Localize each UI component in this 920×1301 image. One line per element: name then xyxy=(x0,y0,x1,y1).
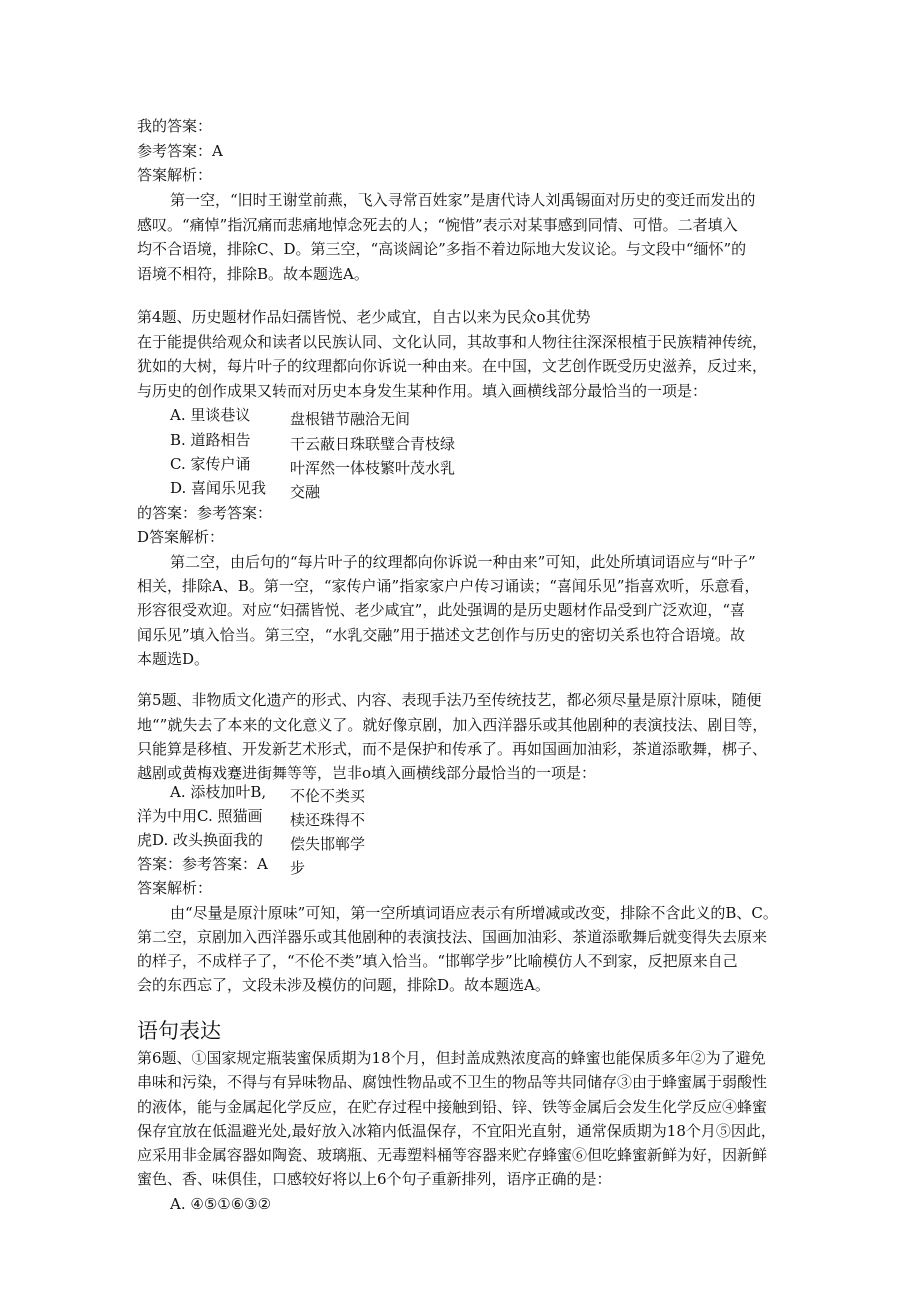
question-stem-line: 只能算是移植、开发新艺术形式，而不是保护和传承了。再如国画加油彩，茶道添歌舞，梆子、 xyxy=(137,740,768,758)
question-stem-line: 的液体，能与金属起化学反应，在贮存过程中接触到铅、锌、铁等金属后会发生化学反应④蜂蜜 xyxy=(137,1098,768,1116)
question-stem-line: 第6题、①国家规定瓶装蜜保质期为18个月，但封盖成熟浓度高的蜂蜜也能保质多年②为了避免 xyxy=(137,1049,766,1067)
question-stem-line: 在于能提供给观众和读者以民族认同、文化认同，其故事和人物往往深深根植于民族精神传统， xyxy=(137,333,768,351)
option-b: B. 道路相告 xyxy=(170,431,251,449)
option-d: D. 喜闻乐见我 xyxy=(170,479,267,497)
option-words: 偿失邯郸学 xyxy=(290,835,366,853)
analysis-label: D答案解析： xyxy=(137,528,225,546)
section-heading: 语句表达 xyxy=(137,1019,221,1043)
answer-line: 的答案：参考答案： xyxy=(137,504,273,522)
analysis-label: 答案解析： xyxy=(137,879,213,897)
option-words: 干云蔽日珠联璧合青枝绿 xyxy=(290,435,456,453)
analysis-line: 相关，排除A、B。第一空，“家传户诵”指家家户户传习诵读；“喜闻乐见”指喜欢听，乐意看， xyxy=(137,577,760,595)
analysis-line: 由“尽量是原汁原味”可知，第一空所填词语应表示有所增减或改变，排除不含此义的B、C。 xyxy=(170,904,778,922)
analysis-line: 形容很受欢迎。对应“妇孺皆悦、老少咸宜”，此处强调的是历史题材作品受到广泛欢迎，“喜 xyxy=(137,601,746,619)
analysis-line: 语境不相符，排除B。故本题选A。 xyxy=(137,265,369,283)
option-words: 不伦不类买 xyxy=(290,787,366,805)
question-stem-line: 保存宜放在低温避光处,最好放入冰箱内低温保存，不宜阳光直射，通常保质期为18个月⑤因此， xyxy=(137,1122,776,1140)
analysis-line: 感叹。“痛悼”指沉痛而悲痛地悼念死去的人；“惋惜”表示对某事感到同情、可惜。二者填入 xyxy=(137,216,738,234)
analysis-line: 闻乐见”填入恰当。第三空，“水乳交融”用于描述文艺创作与历史的密切关系也符合语境。故 xyxy=(137,626,746,644)
option-a: A. 里谈巷议 xyxy=(170,406,251,424)
analysis-line: 第二空，京剧加入西洋器乐或其他剧种的表演技法、国画加油彩、茶道添歌舞后就变得失去原来 xyxy=(137,928,768,946)
option-words: 叶浑然一体枝繁叶茂水乳 xyxy=(290,459,456,477)
analysis-line: 本题选D。 xyxy=(137,650,210,668)
analysis-line: 均不合语境，排除C、D。第三空，“高谈阔论”多指不着边际地大发议论。与文段中“缅怀”的 xyxy=(137,240,747,258)
my-answer-label: 我的答案： xyxy=(137,117,213,135)
option-line: 洋为中用C. 照猫画 xyxy=(137,807,263,825)
question-stem-line: 与历史的创作成果又转而对历史本身发生某种作用。填入画横线部分最恰当的一项是： xyxy=(137,382,708,400)
question-stem-line: 地“”就失去了本来的文化意义了。就好像京剧，加入西洋器乐或其他剧种的表演技法、剧目等， xyxy=(137,716,768,734)
option-c: C. 家传户诵 xyxy=(170,455,251,473)
option-words: 步 xyxy=(290,859,306,877)
question-stem-line: 蜜色、香、味俱佳，口感较好将以上6个句子重新排列，语序正确的是： xyxy=(137,1170,612,1188)
question-stem-line: 犹如的大树，每片叶子的纹理都向你诉说一种由来。在中国，文艺创作既受历史滋养，反过来， xyxy=(137,357,768,375)
option-words: 交融 xyxy=(290,483,321,501)
question-stem-line: 第5题、非物质文化遗产的形式、内容、表现手法乃至传统技艺，都必须尽量是原汁原味，随便 xyxy=(137,691,762,709)
analysis-line: 的样子，不成样子了，“不伦不类”填入恰当。“邯郸学步”比喻模仿人不到家，反把原来自己 xyxy=(137,952,738,970)
analysis-line: 第一空，“旧时王谢堂前燕，飞入寻常百姓家”是唐代诗人刘禹锡面对历史的变迁而发出的 xyxy=(170,191,756,209)
option-words: 椟还珠得不 xyxy=(290,811,366,829)
question-stem-line: 串味和污染，不得与有异味物品、腐蚀性物品或不卫生的物品等共同储存③由于蜂蜜属于弱酸性 xyxy=(137,1073,768,1091)
reference-answer: 参考答案：A xyxy=(137,142,223,160)
question-stem-line: 应采用非金属容器如陶瓷、玻璃瓶、无毒塑料桶等容器来贮存蜂蜜⑥但吃蜂蜜新鲜为好，因新鲜 xyxy=(137,1146,768,1164)
analysis-line: 第二空，由后句的“每片叶子的纹理都向你诉说一种由来”可知，此处所填词语应与“叶子” xyxy=(170,553,756,571)
option-a: A. ④⑤①⑥③② xyxy=(170,1195,272,1213)
question-stem-line: 越剧或黄梅戏蹇进街舞等等，岂非o填入画横线部分最恰当的一项是： xyxy=(137,764,597,782)
question-stem-line: 第4题、历史题材作品妇孺皆悦、老少咸宜，自古以来为民众o其优势 xyxy=(137,308,591,326)
analysis-line: 会的东西忘了，文段未涉及模仿的问题，排除D。故本题选A。 xyxy=(137,976,550,994)
option-line: 虎D. 改头换面我的 xyxy=(137,831,264,849)
option-words: 盘根错节融洽无间 xyxy=(290,410,411,428)
option-a: A. 添枝加叶B, xyxy=(170,783,267,801)
answer-line: 答案：参考答案：A xyxy=(137,855,268,873)
analysis-label: 答案解析： xyxy=(137,166,213,184)
